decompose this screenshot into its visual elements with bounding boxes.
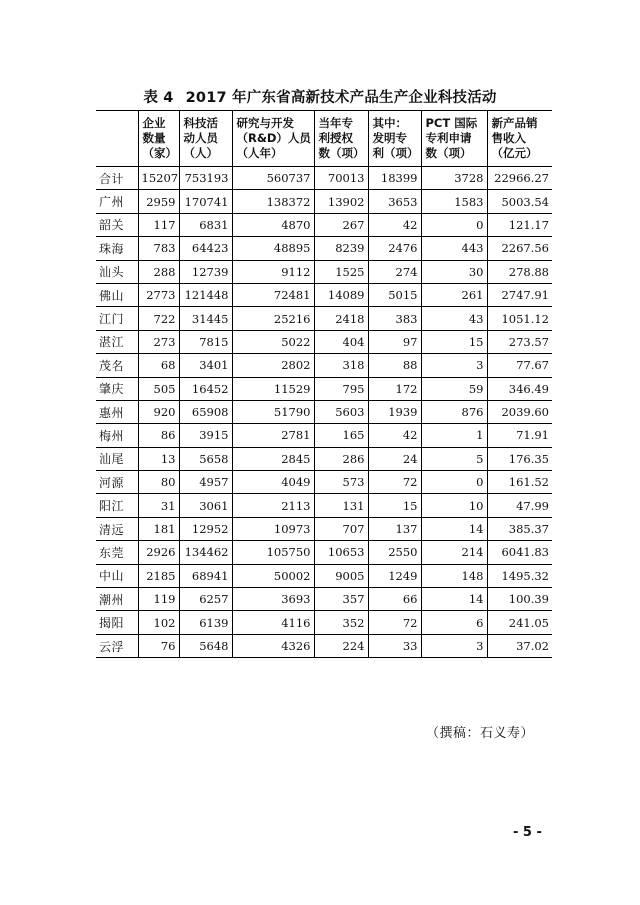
table-row: [96, 237, 552, 260]
value-cell: 12952: [179, 517, 232, 540]
value-cell: 65908: [179, 400, 232, 423]
column-header: [314, 111, 368, 167]
value-cell: 273: [138, 330, 179, 353]
value-cell: 214: [421, 541, 487, 564]
table-row: [96, 634, 552, 657]
value-cell: 286: [314, 447, 368, 470]
column-header-line: 利（项）: [372, 146, 419, 160]
column-header: [487, 111, 552, 167]
value-cell: 105750: [232, 541, 314, 564]
value-cell: 1939: [368, 400, 421, 423]
value-cell: 404: [314, 330, 368, 353]
value-cell: 6: [421, 611, 487, 634]
value-cell: 346.49: [487, 377, 552, 400]
value-cell: 4326: [232, 634, 314, 657]
region-cell: 阳江: [96, 494, 138, 517]
value-cell: 43: [421, 307, 487, 330]
table-row: [96, 564, 552, 587]
region-cell: 江门: [96, 307, 138, 330]
value-cell: 722: [138, 307, 179, 330]
value-cell: 137: [368, 517, 421, 540]
value-cell: 37.02: [487, 634, 552, 657]
region-cell: 合计: [96, 167, 138, 190]
table-row: [96, 330, 552, 353]
value-cell: 3061: [179, 494, 232, 517]
value-cell: 6257: [179, 588, 232, 611]
column-header: [421, 111, 487, 167]
column-header-line: 新产品销: [491, 116, 538, 130]
value-cell: 71.91: [487, 424, 552, 447]
value-cell: 77.67: [487, 354, 552, 377]
value-cell: 2550: [368, 541, 421, 564]
value-cell: 4957: [179, 471, 232, 494]
value-cell: 2802: [232, 354, 314, 377]
value-cell: 5003.54: [487, 190, 552, 213]
page-number: - 5 -: [513, 825, 542, 840]
value-cell: 14089: [314, 283, 368, 306]
column-header-line: （R&D）人员: [236, 131, 311, 145]
value-cell: 165: [314, 424, 368, 447]
value-cell: 6831: [179, 213, 232, 236]
column-header: [179, 111, 232, 167]
value-cell: 1051.12: [487, 307, 552, 330]
value-cell: 278.88: [487, 260, 552, 283]
value-cell: 5022: [232, 330, 314, 353]
value-cell: 16452: [179, 377, 232, 400]
value-cell: 10973: [232, 517, 314, 540]
region-cell: 东莞: [96, 541, 138, 564]
table-row: [96, 400, 552, 423]
value-cell: 30: [421, 260, 487, 283]
value-cell: 10653: [314, 541, 368, 564]
table-title-text: 2017 年广东省高新技术产品生产企业科技活动: [185, 90, 497, 106]
column-header-line: 数（项）: [318, 146, 365, 160]
value-cell: 33: [368, 634, 421, 657]
table-row: [96, 354, 552, 377]
region-cell: 云浮: [96, 634, 138, 657]
value-cell: 241.05: [487, 611, 552, 634]
value-cell: 3: [421, 634, 487, 657]
table-row: [96, 167, 552, 190]
value-cell: 0: [421, 471, 487, 494]
value-cell: 352: [314, 611, 368, 634]
value-cell: 0: [421, 213, 487, 236]
value-cell: 753193: [179, 167, 232, 190]
value-cell: 15: [368, 494, 421, 517]
value-cell: 2418: [314, 307, 368, 330]
value-cell: 14: [421, 517, 487, 540]
value-cell: 2747.91: [487, 283, 552, 306]
value-cell: 2781: [232, 424, 314, 447]
value-cell: 117: [138, 213, 179, 236]
value-cell: 4049: [232, 471, 314, 494]
value-cell: 505: [138, 377, 179, 400]
table-header: [96, 111, 552, 167]
table-row: [96, 307, 552, 330]
region-cell: 梅州: [96, 424, 138, 447]
value-cell: 121.17: [487, 213, 552, 236]
column-header: [368, 111, 421, 167]
table-row: [96, 283, 552, 306]
value-cell: 8239: [314, 237, 368, 260]
region-cell: 清远: [96, 517, 138, 540]
value-cell: 707: [314, 517, 368, 540]
region-cell: 湛江: [96, 330, 138, 353]
value-cell: 3693: [232, 588, 314, 611]
data-table: [96, 110, 552, 658]
value-cell: 48895: [232, 237, 314, 260]
value-cell: 274: [368, 260, 421, 283]
value-cell: 383: [368, 307, 421, 330]
value-cell: 72: [368, 611, 421, 634]
value-cell: 920: [138, 400, 179, 423]
value-cell: 443: [421, 237, 487, 260]
value-cell: 15207: [138, 167, 179, 190]
region-cell: 韶关: [96, 213, 138, 236]
value-cell: 5: [421, 447, 487, 470]
column-header: [138, 111, 179, 167]
column-header-line: 科技活: [183, 116, 218, 130]
value-cell: 4116: [232, 611, 314, 634]
column-header-line: 其中：: [372, 116, 407, 130]
region-cell: 中山: [96, 564, 138, 587]
value-cell: 2926: [138, 541, 179, 564]
table-row: [96, 213, 552, 236]
column-header-line: 动人员: [183, 131, 218, 145]
region-cell: 茂名: [96, 354, 138, 377]
column-header-line: 当年专: [318, 116, 353, 130]
value-cell: 10: [421, 494, 487, 517]
value-cell: 138372: [232, 190, 314, 213]
value-cell: 18399: [368, 167, 421, 190]
value-cell: 5015: [368, 283, 421, 306]
value-cell: 51790: [232, 400, 314, 423]
column-header-line: 研究与开发: [236, 116, 294, 130]
value-cell: 573: [314, 471, 368, 494]
value-cell: 11529: [232, 377, 314, 400]
value-cell: 100.39: [487, 588, 552, 611]
value-cell: 261: [421, 283, 487, 306]
header-row: [96, 111, 552, 167]
value-cell: 1249: [368, 564, 421, 587]
value-cell: 12739: [179, 260, 232, 283]
table-row: [96, 611, 552, 634]
value-cell: 273.57: [487, 330, 552, 353]
table-row: [96, 377, 552, 400]
value-cell: 148: [421, 564, 487, 587]
value-cell: 170741: [179, 190, 232, 213]
table-row: [96, 190, 552, 213]
column-header: [232, 111, 314, 167]
region-cell: 汕尾: [96, 447, 138, 470]
column-header-line: 发明专: [372, 131, 407, 145]
column-header-line: 专利申请: [425, 131, 472, 145]
value-cell: 102: [138, 611, 179, 634]
table-row: [96, 260, 552, 283]
value-cell: 86: [138, 424, 179, 447]
value-cell: 5658: [179, 447, 232, 470]
value-cell: 42: [368, 213, 421, 236]
value-cell: 5648: [179, 634, 232, 657]
value-cell: 3401: [179, 354, 232, 377]
value-cell: 25216: [232, 307, 314, 330]
value-cell: 318: [314, 354, 368, 377]
table-row: [96, 424, 552, 447]
value-cell: 131: [314, 494, 368, 517]
value-cell: 385.37: [487, 517, 552, 540]
value-cell: 1495.32: [487, 564, 552, 587]
value-cell: 795: [314, 377, 368, 400]
value-cell: 31445: [179, 307, 232, 330]
value-cell: 66: [368, 588, 421, 611]
value-cell: 172: [368, 377, 421, 400]
value-cell: 783: [138, 237, 179, 260]
value-cell: 134462: [179, 541, 232, 564]
value-cell: 2113: [232, 494, 314, 517]
column-header-line: PCT 国际: [425, 116, 478, 130]
region-cell: 珠海: [96, 237, 138, 260]
value-cell: 4870: [232, 213, 314, 236]
value-cell: 3: [421, 354, 487, 377]
value-cell: 31: [138, 494, 179, 517]
value-cell: 119: [138, 588, 179, 611]
value-cell: 15: [421, 330, 487, 353]
column-header: [96, 111, 138, 167]
value-cell: 2476: [368, 237, 421, 260]
table-row: [96, 447, 552, 470]
value-cell: 1: [421, 424, 487, 447]
value-cell: 3728: [421, 167, 487, 190]
value-cell: 42: [368, 424, 421, 447]
region-cell: 惠州: [96, 400, 138, 423]
value-cell: 6041.83: [487, 541, 552, 564]
table-row: [96, 541, 552, 564]
region-cell: 佛山: [96, 283, 138, 306]
region-cell: 河源: [96, 471, 138, 494]
value-cell: 7815: [179, 330, 232, 353]
value-cell: 357: [314, 588, 368, 611]
value-cell: 47.99: [487, 494, 552, 517]
value-cell: 97: [368, 330, 421, 353]
value-cell: 24: [368, 447, 421, 470]
value-cell: 2039.60: [487, 400, 552, 423]
value-cell: 288: [138, 260, 179, 283]
value-cell: 13902: [314, 190, 368, 213]
column-header-line: （人年）: [236, 146, 283, 160]
value-cell: 2959: [138, 190, 179, 213]
value-cell: 68941: [179, 564, 232, 587]
table-title: [0, 86, 640, 107]
value-cell: 68: [138, 354, 179, 377]
column-header-line: 利授权: [318, 131, 353, 145]
value-cell: 80: [138, 471, 179, 494]
value-cell: 72481: [232, 283, 314, 306]
column-header-line: 数量: [142, 131, 166, 145]
value-cell: 876: [421, 400, 487, 423]
column-header-line: 数（项）: [425, 146, 472, 160]
region-cell: 肇庆: [96, 377, 138, 400]
table-row: [96, 494, 552, 517]
source-note: （撰稿：石义寿）: [426, 726, 535, 741]
value-cell: 13: [138, 447, 179, 470]
value-cell: 2845: [232, 447, 314, 470]
value-cell: 1583: [421, 190, 487, 213]
value-cell: 14: [421, 588, 487, 611]
table-label: 表 4: [143, 90, 174, 106]
value-cell: 181: [138, 517, 179, 540]
table-body: [96, 167, 552, 658]
value-cell: 22966.27: [487, 167, 552, 190]
value-cell: 6139: [179, 611, 232, 634]
value-cell: 5603: [314, 400, 368, 423]
value-cell: 2185: [138, 564, 179, 587]
value-cell: 176.35: [487, 447, 552, 470]
value-cell: 72: [368, 471, 421, 494]
column-header-line: （亿元）: [491, 146, 538, 160]
value-cell: 2267.56: [487, 237, 552, 260]
region-cell: 广州: [96, 190, 138, 213]
value-cell: 224: [314, 634, 368, 657]
value-cell: 2773: [138, 283, 179, 306]
value-cell: 50002: [232, 564, 314, 587]
column-header-line: 售收入: [491, 131, 526, 145]
value-cell: 3653: [368, 190, 421, 213]
table-row: [96, 588, 552, 611]
value-cell: 1525: [314, 260, 368, 283]
table-row: [96, 471, 552, 494]
region-cell: 揭阳: [96, 611, 138, 634]
value-cell: 64423: [179, 237, 232, 260]
value-cell: 59: [421, 377, 487, 400]
value-cell: 76: [138, 634, 179, 657]
table-row: [96, 517, 552, 540]
value-cell: 161.52: [487, 471, 552, 494]
column-header-line: （人）: [183, 146, 218, 160]
value-cell: 9005: [314, 564, 368, 587]
value-cell: 560737: [232, 167, 314, 190]
value-cell: 9112: [232, 260, 314, 283]
region-cell: 潮州: [96, 588, 138, 611]
value-cell: 88: [368, 354, 421, 377]
column-header-line: （家）: [142, 146, 177, 160]
value-cell: 70013: [314, 167, 368, 190]
column-header-line: 企业: [142, 116, 166, 130]
value-cell: 121448: [179, 283, 232, 306]
value-cell: 3915: [179, 424, 232, 447]
value-cell: 267: [314, 213, 368, 236]
region-cell: 汕头: [96, 260, 138, 283]
